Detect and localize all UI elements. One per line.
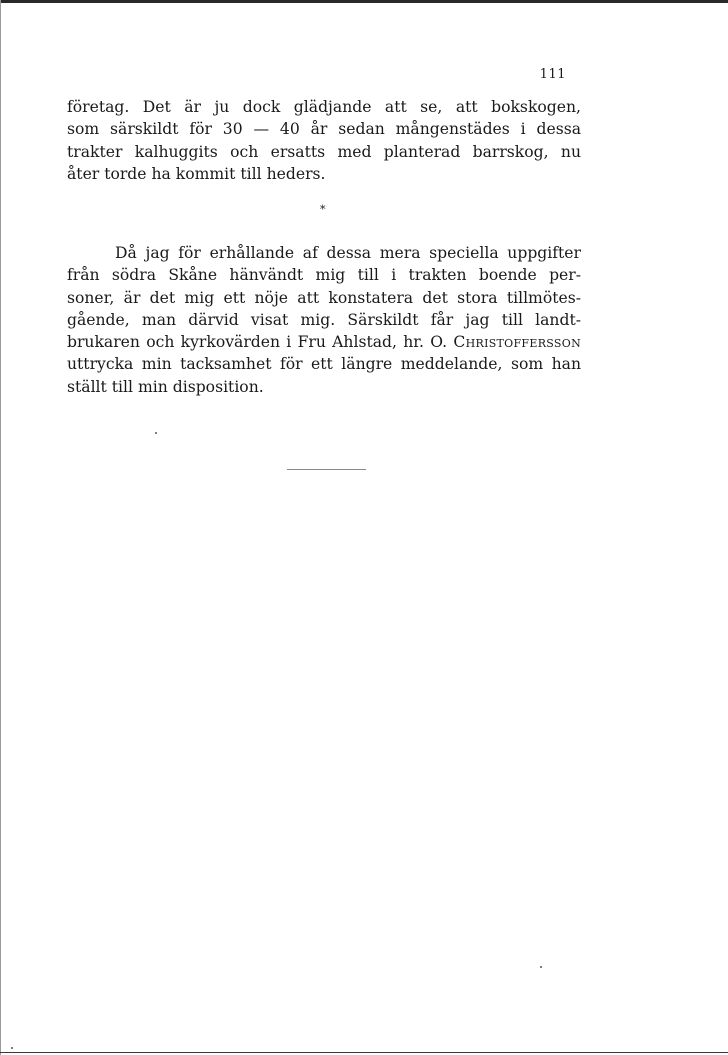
closing-rule	[287, 469, 366, 470]
text-line: Då jag för erhållande af dessa mera speciella uppgifter	[115, 244, 581, 262]
text-line-prefix: brukaren och kyrkovärden i Fru Ahlstad, hr. O.	[67, 333, 454, 352]
scan-top-edge	[0, 0, 728, 3]
scan-speck	[155, 432, 157, 434]
text-line: gående, man därvid visat mig. Särskildt får jag till landt-	[67, 310, 581, 329]
scan-speck	[540, 966, 542, 968]
paragraph-1	[67, 96, 581, 185]
section-separator-asterisk: *	[320, 203, 326, 216]
page-number: 111	[539, 67, 566, 82]
text-line: åter torde ha kommit till heders.	[67, 164, 326, 183]
text-line: uttrycka min tacksamhet för ett längre meddelande, som han	[67, 355, 581, 374]
text-line: som särskildt för 30 — 40 år sedan mångenstädes i dessa	[67, 120, 581, 139]
text-line: företag. Det är ju dock glädjande att se, att bokskogen,	[67, 98, 581, 116]
text-line: trakter kalhuggits och ersatts med planterad barrskog, nu	[67, 142, 581, 161]
scan-speck	[11, 1047, 13, 1049]
person-name-small-caps: Christoffersson	[453, 333, 581, 352]
scan-left-edge	[0, 0, 1, 1055]
text-line: från södra Skåne hänvändt mig till i trakten boende per-	[67, 266, 581, 285]
text-line: soner, är det mig ett nöje att konstatera det stora tillmötes-	[67, 288, 581, 307]
text-line: ställt till min disposition.	[67, 377, 264, 396]
paragraph-2	[67, 242, 581, 398]
scan-bottom-edge	[0, 1052, 728, 1053]
text-line	[67, 331, 581, 353]
